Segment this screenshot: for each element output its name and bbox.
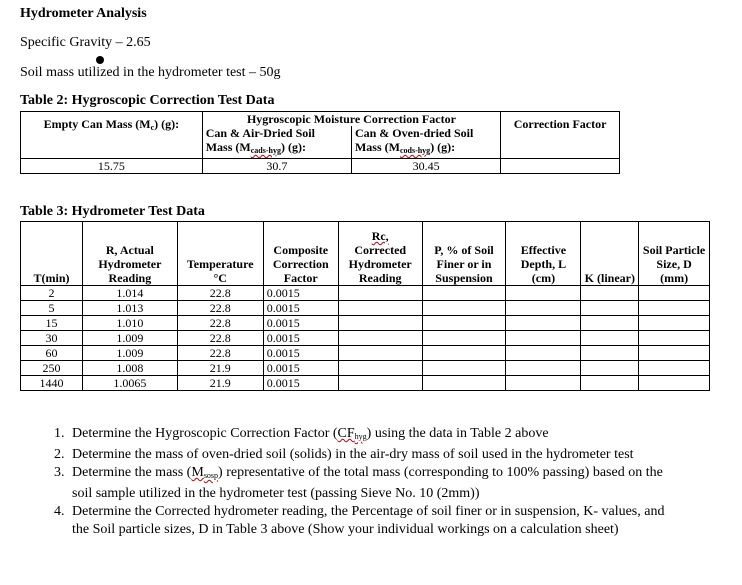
cell-particle-size	[639, 301, 710, 316]
table-row	[21, 376, 710, 391]
cell-t-min: 2	[21, 286, 83, 301]
header-particle-size: Soil Particle Size, D (mm)	[639, 222, 710, 286]
oven-dried-header: Can & Oven-dried Soil Mass $(M_{cods-hyg})$ (g):	[351, 126, 500, 159]
cell-p-percent	[422, 376, 506, 391]
cell-p-percent	[422, 286, 506, 301]
cell-r-actual: 1.013	[83, 301, 178, 316]
cell-t-min: 5	[21, 301, 83, 316]
header-rc: Rc, Corrected Hydrometer Reading	[338, 222, 422, 286]
correction-factor-value	[501, 159, 620, 174]
header-r-actual: R, Actual Hydrometer Reading	[83, 222, 178, 286]
cell-effective-depth	[506, 301, 581, 316]
table3-caption: Table 3: Hydrometer Test Data	[20, 204, 205, 219]
cell-rc	[338, 376, 422, 391]
empty-can-value: 15.75	[21, 159, 203, 174]
specific-gravity: Specific Gravity – 2.65	[20, 35, 151, 50]
cell-particle-size	[639, 361, 710, 376]
soil-mass: Soil mass utilized in the hydrometer test – 50g	[20, 65, 281, 80]
table-row	[21, 286, 710, 301]
question-4: 4. Determine the Corrected hydrometer reading, the Percentage of soil finer or in suspension, K- values, and the Soil particle sizes, D in Table 3 above (Show your individual workings on a calculation sheet)	[68, 503, 664, 539]
cell-effective-depth	[506, 316, 581, 331]
cell-composite: 0.0015	[263, 301, 338, 316]
header-temperature: Temperature °C	[177, 222, 263, 286]
cell-particle-size	[639, 376, 710, 391]
cell-p-percent	[422, 346, 506, 361]
question-3: 3. Determine the mass $(M_{sosp})$ representative of the total mass (corresponding to 100% passing) based on the soil sample utilized in the hydrometer test (passing Sieve No. 10 (2mm))	[68, 464, 664, 503]
empty-can-header: Empty Can Mass $(M_c)$ (g):	[21, 112, 203, 159]
cell-rc	[338, 316, 422, 331]
oven-dried-value: 30.45	[351, 159, 500, 174]
ink-dot	[96, 56, 104, 64]
cell-temperature: 21.9	[177, 376, 263, 391]
cell-p-percent	[422, 331, 506, 346]
question-2: 2. Determine the mass of oven-dried soil (solids) in the air-dry mass of soil used in the hydrometer test	[68, 446, 664, 464]
cell-effective-depth	[506, 286, 581, 301]
cell-composite: 0.0015	[263, 316, 338, 331]
cell-rc	[338, 346, 422, 361]
cell-composite: 0.0015	[263, 346, 338, 361]
table-row	[21, 316, 710, 331]
air-dried-value: 30.7	[202, 159, 351, 174]
question-1: 1. Determine the Hygroscopic Correction Factor $(CF_{hyg})$ using the data in Table 2 above	[68, 425, 664, 446]
header-p-percent: P, % of Soil Finer or in Suspension	[422, 222, 506, 286]
cell-t-min: 250	[21, 361, 83, 376]
hygroscopic-table	[20, 111, 620, 174]
cell-temperature: 22.8	[177, 331, 263, 346]
header-t-min: T(min)	[21, 222, 83, 286]
cell-k	[581, 376, 639, 391]
cell-t-min: 30	[21, 331, 83, 346]
cell-r-actual: 1.009	[83, 346, 178, 361]
table2-caption: Table 2: Hygroscopic Correction Test Data	[20, 93, 275, 108]
cell-r-actual: 1.008	[83, 361, 178, 376]
hydrometer-table	[20, 221, 710, 391]
moisture-group-header: Hygroscopic Moisture Correction Factor	[202, 112, 500, 127]
questions-list	[46, 425, 664, 539]
cell-effective-depth	[506, 331, 581, 346]
cell-rc	[338, 361, 422, 376]
cell-k	[581, 361, 639, 376]
cell-rc	[338, 331, 422, 346]
cell-particle-size	[639, 286, 710, 301]
cell-r-actual: 1.0065	[83, 376, 178, 391]
cell-temperature: 22.8	[177, 286, 263, 301]
cell-rc	[338, 286, 422, 301]
cell-p-percent	[422, 361, 506, 376]
air-dried-header: Can & Air-Dried Soil Mass $(M_{cads-hyg})$ (g):	[202, 126, 351, 159]
table-row	[21, 346, 710, 361]
cell-r-actual: 1.009	[83, 331, 178, 346]
hydrometer-table-body	[21, 286, 710, 391]
cell-r-actual: 1.010	[83, 316, 178, 331]
cell-temperature: 22.8	[177, 316, 263, 331]
cell-p-percent	[422, 301, 506, 316]
cell-k	[581, 346, 639, 361]
header-k: K (linear)	[581, 222, 639, 286]
cell-composite: 0.0015	[263, 286, 338, 301]
cell-effective-depth	[506, 376, 581, 391]
cell-particle-size	[639, 331, 710, 346]
cell-effective-depth	[506, 346, 581, 361]
cell-composite: 0.0015	[263, 361, 338, 376]
header-effective-depth: Effective Depth, L (cm)	[506, 222, 581, 286]
table-row	[21, 361, 710, 376]
table-row	[21, 301, 710, 316]
cell-k	[581, 286, 639, 301]
cell-t-min: 15	[21, 316, 83, 331]
cell-t-min: 60	[21, 346, 83, 361]
cell-temperature: 21.9	[177, 361, 263, 376]
correction-factor-header: Correction Factor	[501, 112, 620, 159]
table-row	[21, 331, 710, 346]
cell-temperature: 22.8	[177, 346, 263, 361]
cell-k	[581, 316, 639, 331]
cell-effective-depth	[506, 361, 581, 376]
cell-r-actual: 1.014	[83, 286, 178, 301]
cell-p-percent	[422, 316, 506, 331]
cell-particle-size	[639, 316, 710, 331]
header-composite: Composite Correction Factor	[263, 222, 338, 286]
page-heading: Hydrometer Analysis	[20, 6, 147, 21]
cell-k	[581, 301, 639, 316]
cell-composite: 0.0015	[263, 376, 338, 391]
cell-k	[581, 331, 639, 346]
cell-composite: 0.0015	[263, 331, 338, 346]
cell-t-min: 1440	[21, 376, 83, 391]
cell-temperature: 22.8	[177, 301, 263, 316]
cell-rc	[338, 301, 422, 316]
cell-particle-size	[639, 346, 710, 361]
